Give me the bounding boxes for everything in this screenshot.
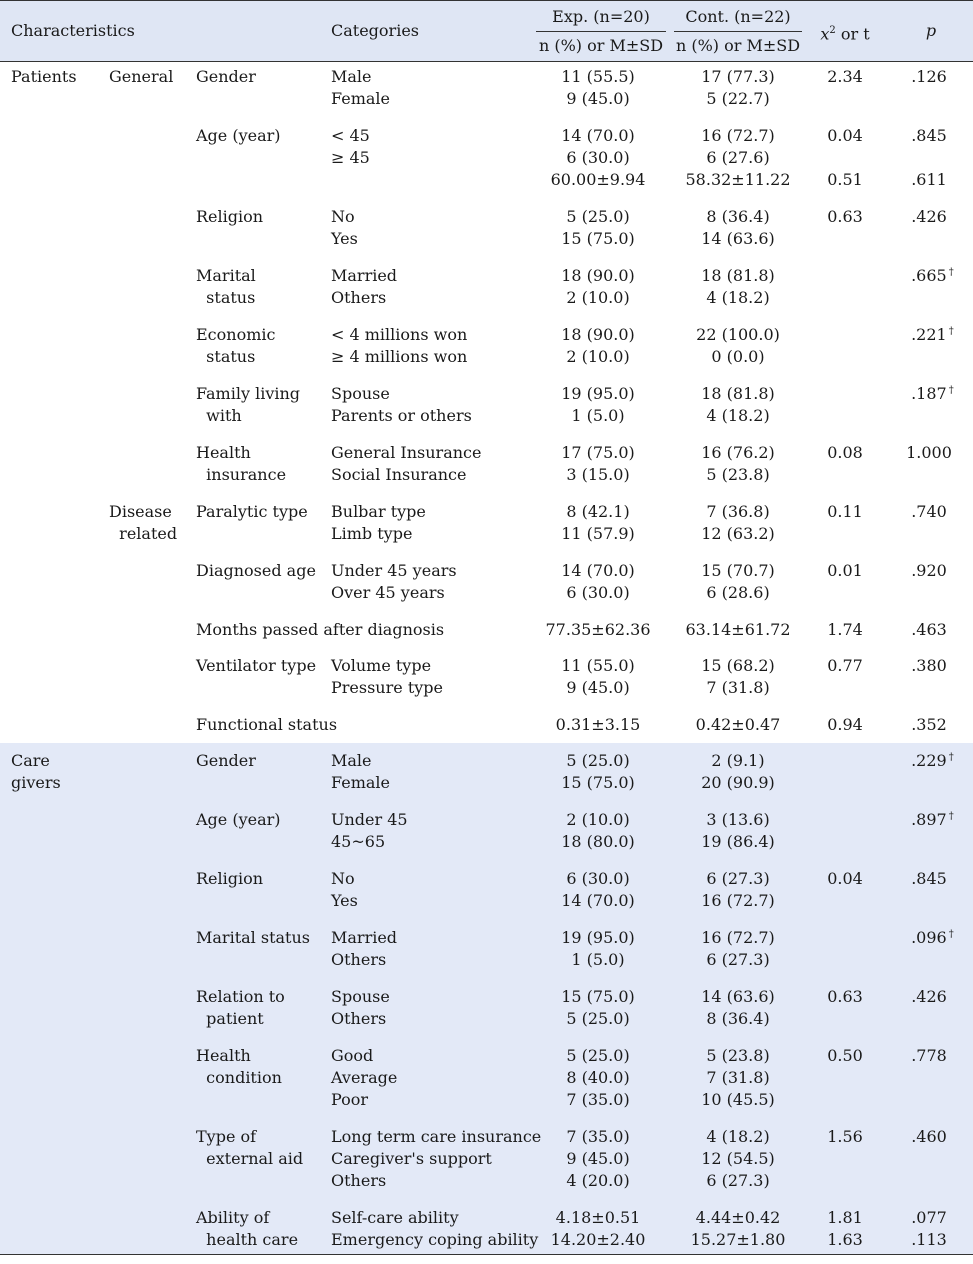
row-p-value: .426: [911, 207, 947, 226]
row-cont-value: 16 (72.7): [701, 126, 775, 145]
row-item-label: Gender: [196, 751, 256, 770]
row-cont-value: 6 (27.3): [706, 950, 770, 969]
row-cont-value: 0.42±0.47: [695, 715, 781, 734]
chi-x: x: [820, 24, 830, 44]
bottom-rule: [0, 1254, 973, 1255]
row-item-label: Age (year): [196, 810, 281, 829]
row-exp-value: 6 (30.0): [566, 583, 630, 602]
row-category: ≥ 45: [331, 148, 370, 167]
row-exp-value: 3 (15.0): [566, 465, 630, 484]
row-cont-value: 22 (100.0): [696, 325, 780, 344]
row-cont-value: 16 (76.2): [701, 443, 775, 462]
row-exp-value: 5 (25.0): [566, 751, 630, 770]
row-category: Volume type: [331, 656, 432, 675]
row-item-label: Relation to patient: [196, 987, 285, 1028]
row-stat-value: 1.63: [827, 1230, 863, 1249]
row-cont-value: 15.27±1.80: [690, 1230, 786, 1249]
row-cont-value: 20 (90.9): [701, 773, 775, 792]
row-exp-value: 5 (25.0): [566, 1046, 630, 1065]
row-stat-value: 1.56: [827, 1127, 863, 1146]
row-category: Poor: [331, 1090, 369, 1109]
row-cont-value: 10 (45.5): [701, 1090, 775, 1109]
row-item-label: Functional status: [196, 715, 338, 734]
row-item-label: Diagnosed age: [196, 561, 316, 580]
row-exp-value: 11 (55.0): [561, 656, 635, 675]
row-exp-value: 14 (70.0): [561, 891, 635, 910]
row-cont-value: 7 (31.8): [706, 1068, 770, 1087]
row-exp-value: 9 (45.0): [566, 89, 630, 108]
row-category: Pressure type: [331, 678, 443, 697]
row-exp-value: 5 (25.0): [566, 1009, 630, 1028]
row-p-value: .352: [911, 715, 947, 734]
row-category: Long term care insurance: [331, 1127, 542, 1146]
group-general: General: [109, 67, 174, 86]
row-category: General Insurance: [331, 443, 482, 462]
row-exp-value: 7 (35.0): [566, 1127, 630, 1146]
row-category: Social Insurance: [331, 465, 467, 484]
row-category: Over 45 years: [331, 583, 445, 602]
row-cont-value: 63.14±61.72: [685, 620, 791, 639]
row-cont-value: 58.32±11.22: [685, 170, 791, 189]
row-stat-value: 0.51: [827, 170, 863, 189]
row-exp-value: 15 (75.0): [561, 229, 635, 248]
row-p-value: .920: [911, 561, 947, 580]
row-exp-value: 4 (20.0): [566, 1171, 630, 1190]
row-category: Female: [331, 89, 390, 108]
chi-sup: 2: [829, 25, 836, 36]
row-item-label: Paralytic type: [196, 502, 308, 521]
row-exp-value: 0.31±3.15: [555, 715, 641, 734]
row-item-label: Ventilator type: [196, 656, 317, 675]
row-cont-value: 5 (22.7): [706, 89, 770, 108]
row-cont-value: 3 (13.6): [706, 810, 770, 829]
row-exp-value: 14.20±2.40: [550, 1230, 646, 1249]
row-cont-value: 7 (31.8): [706, 678, 770, 697]
row-exp-value: 7 (35.0): [566, 1090, 630, 1109]
row-stat-value: 0.01: [827, 561, 863, 580]
row-item-label: Months passed after diagnosis: [196, 620, 445, 639]
row-cont-value: 4 (18.2): [706, 288, 770, 307]
row-p-value: 1.000: [906, 443, 952, 462]
row-p-value: .778: [911, 1046, 947, 1065]
row-category: Others: [331, 1171, 387, 1190]
row-cont-value: 12 (54.5): [701, 1149, 775, 1168]
row-category: Caregiver's support: [331, 1149, 492, 1168]
row-stat-value: 2.34: [827, 67, 863, 86]
row-cont-value: 17 (77.3): [701, 67, 775, 86]
row-category: < 45: [331, 126, 370, 145]
row-cont-value: 5 (23.8): [706, 465, 770, 484]
row-exp-value: 6 (30.0): [566, 148, 630, 167]
row-p-value: .845: [911, 126, 947, 145]
row-p-value: .460: [911, 1127, 947, 1146]
header-characteristics: Characteristics: [11, 21, 135, 40]
dagger-mark: †: [948, 267, 954, 278]
row-cont-value: 6 (28.6): [706, 583, 770, 602]
header-cont-sub: n (%) or M±SD: [675, 36, 801, 55]
row-exp-value: 18 (80.0): [561, 832, 635, 851]
row-item-label: Ability of health care: [196, 1208, 299, 1249]
row-p-value: .611: [911, 170, 947, 189]
row-cont-value: 0 (0.0): [711, 347, 765, 366]
dagger-mark: †: [948, 811, 954, 822]
row-p-value: .740: [911, 502, 947, 521]
row-category: No: [331, 207, 355, 226]
row-exp-value: 2 (10.0): [566, 810, 630, 829]
row-exp-value: 15 (75.0): [561, 987, 635, 1006]
row-cont-value: 14 (63.6): [701, 229, 775, 248]
header-categories: Categories: [331, 21, 419, 40]
row-p-value: .897 †: [911, 810, 954, 829]
dagger-mark: †: [948, 929, 954, 940]
row-category: Limb type: [331, 524, 413, 543]
row-category: Self-care ability: [331, 1208, 459, 1227]
header-chi-or-t: [820, 20, 869, 45]
row-p-value: .845: [911, 869, 947, 888]
row-cont-value: 15 (68.2): [701, 656, 775, 675]
header-exp: Exp. (n=20): [552, 7, 650, 26]
row-category: Spouse: [331, 987, 390, 1006]
dagger-mark: †: [948, 752, 954, 763]
row-exp-value: 9 (45.0): [566, 678, 630, 697]
row-stat-value: 0.11: [827, 502, 863, 521]
row-exp-value: 18 (90.0): [561, 325, 635, 344]
row-category: Average: [331, 1068, 398, 1087]
row-exp-value: 1 (5.0): [571, 406, 625, 425]
row-cont-value: 14 (63.6): [701, 987, 775, 1006]
header-cont: Cont. (n=22): [685, 7, 791, 26]
group-disease-related: Disease related: [109, 502, 178, 543]
row-stat-value: 0.94: [827, 715, 863, 734]
row-exp-value: 60.00±9.94: [550, 170, 646, 189]
row-item-label: Health condition: [196, 1046, 282, 1087]
row-cont-value: 12 (63.2): [701, 524, 775, 543]
row-p-value: .665 †: [911, 266, 954, 285]
row-cont-value: 16 (72.7): [701, 928, 775, 947]
row-category: Married: [331, 266, 398, 285]
row-exp-value: 17 (75.0): [561, 443, 635, 462]
row-item-label: Age (year): [196, 126, 281, 145]
row-category: Yes: [331, 891, 358, 910]
row-category: < 4 millions won: [331, 325, 468, 344]
row-p-value: .221 †: [911, 325, 954, 344]
row-cont-value: 6 (27.6): [706, 148, 770, 167]
row-item-label: Marital status: [196, 928, 310, 947]
row-cont-value: 5 (23.8): [706, 1046, 770, 1065]
row-exp-value: 5 (25.0): [566, 207, 630, 226]
row-p-value: .426: [911, 987, 947, 1006]
row-category: ≥ 4 millions won: [331, 347, 468, 366]
row-item-label: Health insurance: [196, 443, 287, 484]
row-p-value: .187 †: [911, 384, 954, 403]
row-cont-value: 19 (86.4): [701, 832, 775, 851]
row-category: Married: [331, 928, 398, 947]
group-caregivers: Care givers: [11, 751, 61, 792]
row-cont-value: 6 (27.3): [706, 1171, 770, 1190]
row-item-label: Type of external aid: [196, 1127, 304, 1168]
row-exp-value: 11 (55.5): [561, 67, 635, 86]
row-cont-value: 15 (70.7): [701, 561, 775, 580]
row-category: Good: [331, 1046, 374, 1065]
row-category: Emergency coping ability: [331, 1230, 539, 1249]
row-category: Yes: [331, 229, 358, 248]
row-stat-value: 0.50: [827, 1046, 863, 1065]
row-item-label: Family living with: [196, 384, 301, 425]
row-exp-value: 2 (10.0): [566, 347, 630, 366]
row-stat-value: 0.08: [827, 443, 863, 462]
row-exp-value: 19 (95.0): [561, 928, 635, 947]
row-exp-value: 14 (70.0): [561, 561, 635, 580]
row-p-value: .096 †: [911, 928, 954, 947]
row-stat-value: 0.63: [827, 207, 863, 226]
cont-underline: [674, 31, 802, 32]
row-cont-value: 18 (81.8): [701, 266, 775, 285]
row-p-value: .380: [911, 656, 947, 675]
row-cont-value: 8 (36.4): [706, 207, 770, 226]
header-p: p: [925, 21, 937, 40]
row-exp-value: 14 (70.0): [561, 126, 635, 145]
row-exp-value: 8 (42.1): [566, 502, 630, 521]
row-exp-value: 19 (95.0): [561, 384, 635, 403]
chi-rest: or t: [835, 24, 870, 44]
row-p-value: .463: [911, 620, 947, 639]
row-exp-value: 2 (10.0): [566, 288, 630, 307]
row-category: Under 45 years: [331, 561, 457, 580]
row-cont-value: 2 (9.1): [711, 751, 765, 770]
row-category: Under 45: [331, 810, 408, 829]
row-category: Others: [331, 288, 387, 307]
dagger-mark: †: [948, 326, 954, 337]
row-stat-value: 0.77: [827, 656, 863, 675]
top-rule: [0, 0, 973, 1]
row-category: Others: [331, 1009, 387, 1028]
row-p-value: .126: [911, 67, 947, 86]
row-p-value: .229 †: [911, 751, 954, 770]
row-exp-value: 8 (40.0): [566, 1068, 630, 1087]
row-stat-value: 1.81: [827, 1208, 863, 1227]
row-exp-value: 15 (75.0): [561, 773, 635, 792]
row-item-label: Gender: [196, 67, 256, 86]
row-exp-value: 1 (5.0): [571, 950, 625, 969]
row-exp-value: 77.35±62.36: [545, 620, 651, 639]
row-category: Spouse: [331, 384, 390, 403]
row-cont-value: 4 (18.2): [706, 406, 770, 425]
row-cont-value: 4 (18.2): [706, 1127, 770, 1146]
row-item-label: Economic status: [196, 325, 276, 366]
row-item-label: Religion: [196, 869, 264, 888]
row-category: Male: [331, 67, 372, 86]
row-category: Male: [331, 751, 372, 770]
exp-underline: [536, 31, 666, 32]
row-cont-value: 6 (27.3): [706, 869, 770, 888]
row-category: Female: [331, 773, 390, 792]
header-rule: [0, 61, 973, 62]
row-cont-value: 4.44±0.42: [695, 1208, 781, 1227]
row-stat-value: 0.63: [827, 987, 863, 1006]
row-category: Others: [331, 950, 387, 969]
header-exp-sub: n (%) or M±SD: [538, 36, 664, 55]
row-cont-value: 16 (72.7): [701, 891, 775, 910]
row-cont-value: 8 (36.4): [706, 1009, 770, 1028]
row-cont-value: 18 (81.8): [701, 384, 775, 403]
row-item-label: Religion: [196, 207, 264, 226]
row-category: Parents or others: [331, 406, 472, 425]
row-exp-value: 18 (90.0): [561, 266, 635, 285]
row-cont-value: 7 (36.8): [706, 502, 770, 521]
row-exp-value: 11 (57.9): [561, 524, 635, 543]
row-category: No: [331, 869, 355, 888]
row-exp-value: 6 (30.0): [566, 869, 630, 888]
row-item-label: Marital status: [196, 266, 256, 307]
row-exp-value: 4.18±0.51: [555, 1208, 641, 1227]
row-stat-value: 1.74: [827, 620, 863, 639]
row-exp-value: 9 (45.0): [566, 1149, 630, 1168]
dagger-mark: †: [948, 385, 954, 396]
row-stat-value: 0.04: [827, 869, 863, 888]
row-category: Bulbar type: [331, 502, 426, 521]
row-category: 45~65: [331, 832, 386, 851]
row-p-value: .113: [911, 1230, 947, 1249]
row-p-value: .077: [911, 1208, 947, 1227]
row-stat-value: 0.04: [827, 126, 863, 145]
group-patients: Patients: [11, 67, 77, 86]
